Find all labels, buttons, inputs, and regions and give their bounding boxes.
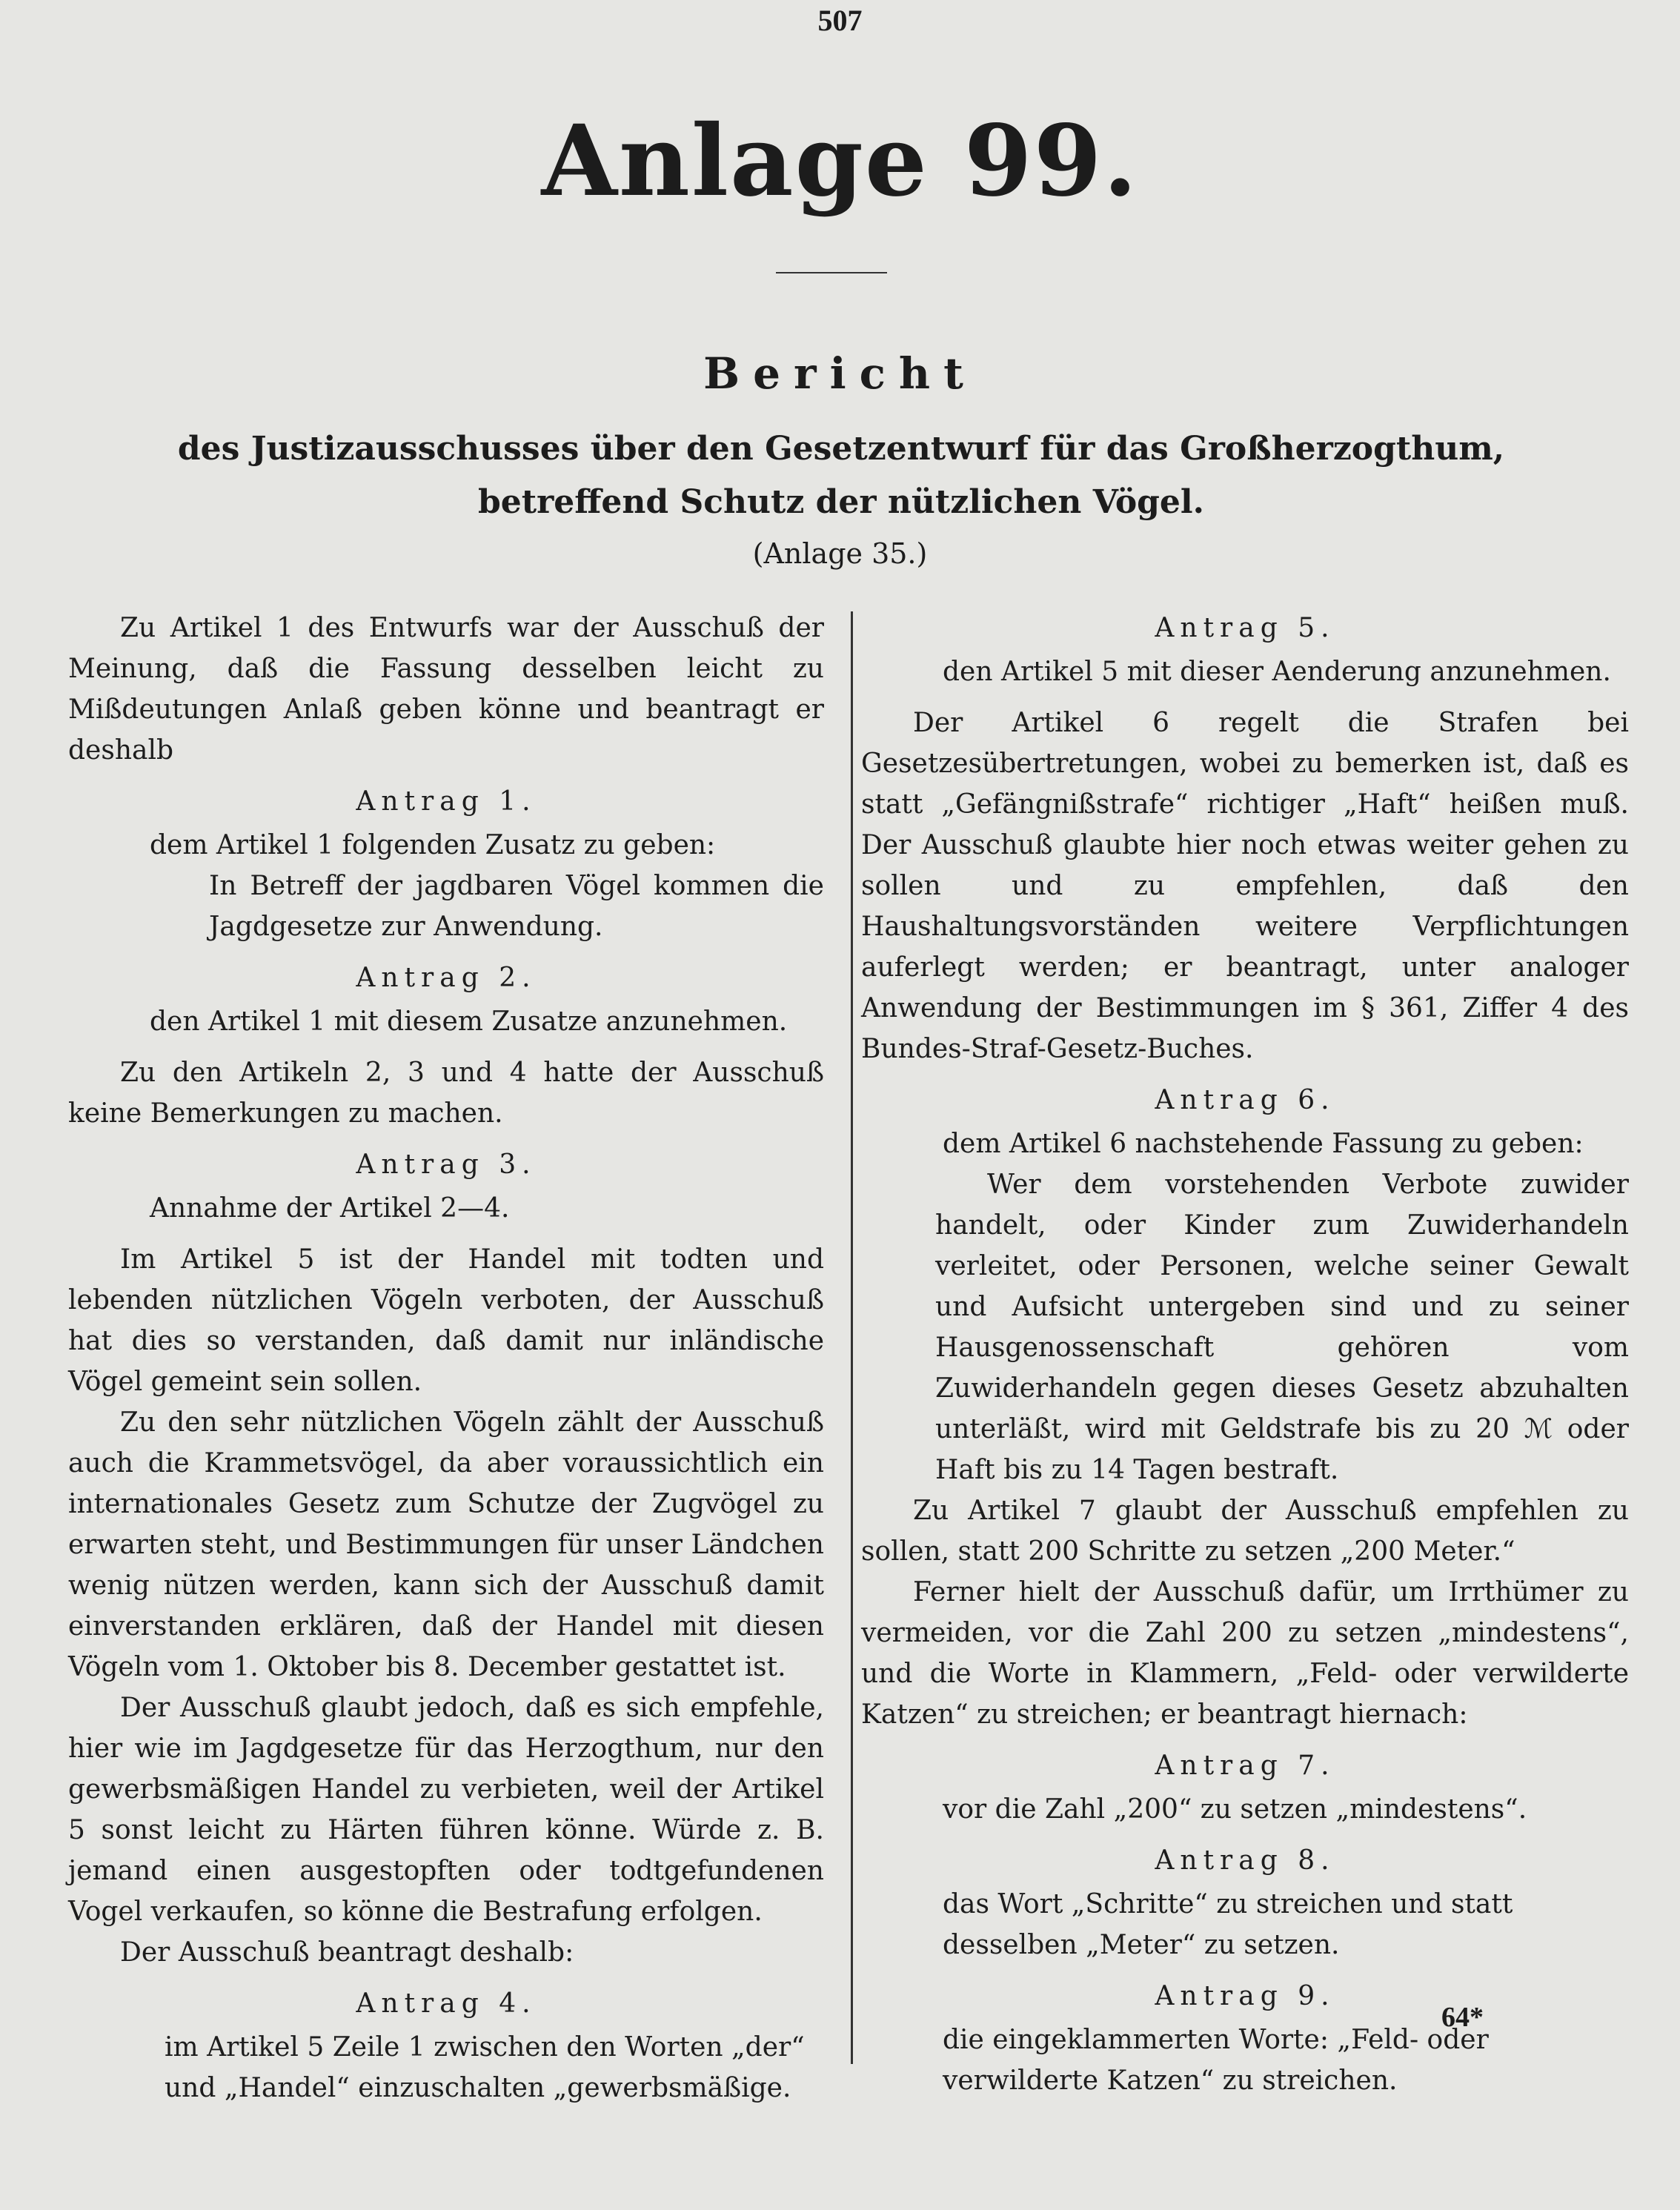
motion-quote: Wer dem vorstehenden Verbote zuwider handelt, oder Kinder zum Zuwiderhandeln verleitet, oder Personen, welche seiner Gewalt und Aufsicht untergeben sind und zu seiner Hausgenossenschaft gehören vom Zuwiderhandeln gegen dieses Gesetz abzuhalten unterläßt, wird mit Geldstrafe bis zu 20 ℳ oder Haft bis zu 14 Tagen bestraft. <box>935 1169 1629 1485</box>
motion-heading: Antrag 9. <box>1155 1981 1335 2011</box>
motion-text: dem Artikel 1 folgenden Zusatz zu geben: <box>150 830 716 860</box>
paragraph: Zu den sehr nützlichen Vögeln zählt der Ausschuß auch die Krammetsvögel, da aber voraussichtlich ein internationales Gesetz zum Schutze der Zugvögel zu erwarten steht, und Bestimmungen für unser Ländchen wenig nützen werden, kann sich der Ausschuß damit einverstanden erklären, daß der Handel mit diesen Vögeln vom 1. Oktober bis 8. December gestattet ist. <box>68 1407 824 1682</box>
motion-text: die eingeklammerten Worte: „Feld- oder verwilderte Katzen“ zu streichen. <box>943 2025 1489 2096</box>
motion-quote: In Betreff der jagdbaren Vögel kommen die Jagdgesetze zur Anwendung. <box>209 871 824 942</box>
left-column <box>68 608 824 2108</box>
right-column <box>861 608 1629 2101</box>
sheet-signature: 64* <box>1441 2002 1484 2033</box>
column-divider <box>851 611 853 2064</box>
report-heading: Bericht <box>703 348 977 399</box>
motion-text: dem Artikel 6 nachstehende Fassung zu geben: <box>943 1129 1584 1159</box>
motion-text: vor die Zahl „200“ zu setzen „mindestens“. <box>943 1794 1527 1825</box>
motion-text: im Artikel 5 Zeile 1 zwischen den Worten „der“ und „Handel“ einzuschalten „gewerbsmäßige. <box>165 2032 805 2103</box>
report-subtitle: des Justizausschusses über den Gesetzentwurf für das Großherzogthum, betreffend Schutz der nützlichen Vögel. <box>177 430 1505 521</box>
motion-heading: Antrag 7. <box>1155 1751 1335 1781</box>
paragraph: Zu Artikel 1 des Entwurfs war der Ausschuß der Meinung, daß die Fassung desselben leicht zu Mißdeutungen Anlaß geben könne und beantragt er deshalb <box>68 613 824 766</box>
motion-text: Annahme der Artikel 2—4. <box>150 1193 510 1224</box>
paragraph: Der Ausschuß beantragt deshalb: <box>120 1937 574 1968</box>
motion-heading: Antrag 6. <box>1155 1085 1335 1115</box>
motion-heading: Antrag 2. <box>356 963 537 993</box>
paragraph: Zu den Artikeln 2, 3 und 4 hatte der Ausschuß keine Bemerkungen zu machen. <box>68 1058 824 1129</box>
motion-text: den Artikel 5 mit dieser Aenderung anzunehmen. <box>943 657 1611 687</box>
title-rule <box>776 272 887 273</box>
paragraph: Zu Artikel 7 glaubt der Ausschuß empfehlen zu sollen, statt 200 Schritte zu setzen „200 Meter.“ <box>861 1496 1629 1567</box>
paragraph: Der Artikel 6 regelt die Strafen bei Gesetzesübertretungen, wobei zu bemerken ist, daß es statt „Gefängnißstrafe“ richtiger „Haft“ heißen muß. Der Ausschuß glaubte hier noch etwas weiter gehen zu sollen und zu empfehlen, daß den Haushaltungsvorständen weitere Verpflichtungen auferlegt werden; er beantragt, unter analoger Anwendung der Bestimmungen im § 361, Ziffer 4 des Bundes-Straf-Gesetz-Buches. <box>861 708 1629 1064</box>
page-number: 507 <box>817 4 863 37</box>
paragraph: Im Artikel 5 ist der Handel mit todten und lebenden nützlichen Vögeln verboten, der Ausschuß hat dies so verstanden, daß damit nur inländische Vögel gemeint sein sollen. <box>68 1244 824 1397</box>
motion-heading: Antrag 5. <box>1155 613 1335 643</box>
subtitle-reference: (Anlage 35.) <box>752 537 928 570</box>
motion-text: das Wort „Schritte“ zu streichen und statt desselben „Meter“ zu setzen. <box>943 1889 1513 1960</box>
motion-text: den Artikel 1 mit diesem Zusatze anzunehmen. <box>150 1006 788 1037</box>
motion-heading: Antrag 1. <box>356 786 537 817</box>
motion-heading: Antrag 8. <box>1155 1845 1335 1876</box>
motion-heading: Antrag 4. <box>356 1988 537 2019</box>
paragraph: Ferner hielt der Ausschuß dafür, um Irrthümer zu vermeiden, vor die Zahl 200 zu setzen „mindestens“, und die Worte in Klammern, „Feld- oder verwilderte Katzen“ zu streichen; er beantragt hiernach: <box>861 1577 1629 1730</box>
paragraph: Der Ausschuß glaubt jedoch, daß es sich empfehle, hier wie im Jagdgesetze für das Herzogthum, nur den gewerbsmäßigen Handel zu verbieten, weil der Artikel 5 sonst leicht zu Härten führen könne. Würde z. B. jemand einen ausgestopften oder todtgefundenen Vogel verkaufen, so könne die Bestrafung erfolgen. <box>68 1693 824 1927</box>
motion-heading: Antrag 3. <box>356 1149 537 1180</box>
annex-title: Anlage 99. <box>541 104 1139 219</box>
